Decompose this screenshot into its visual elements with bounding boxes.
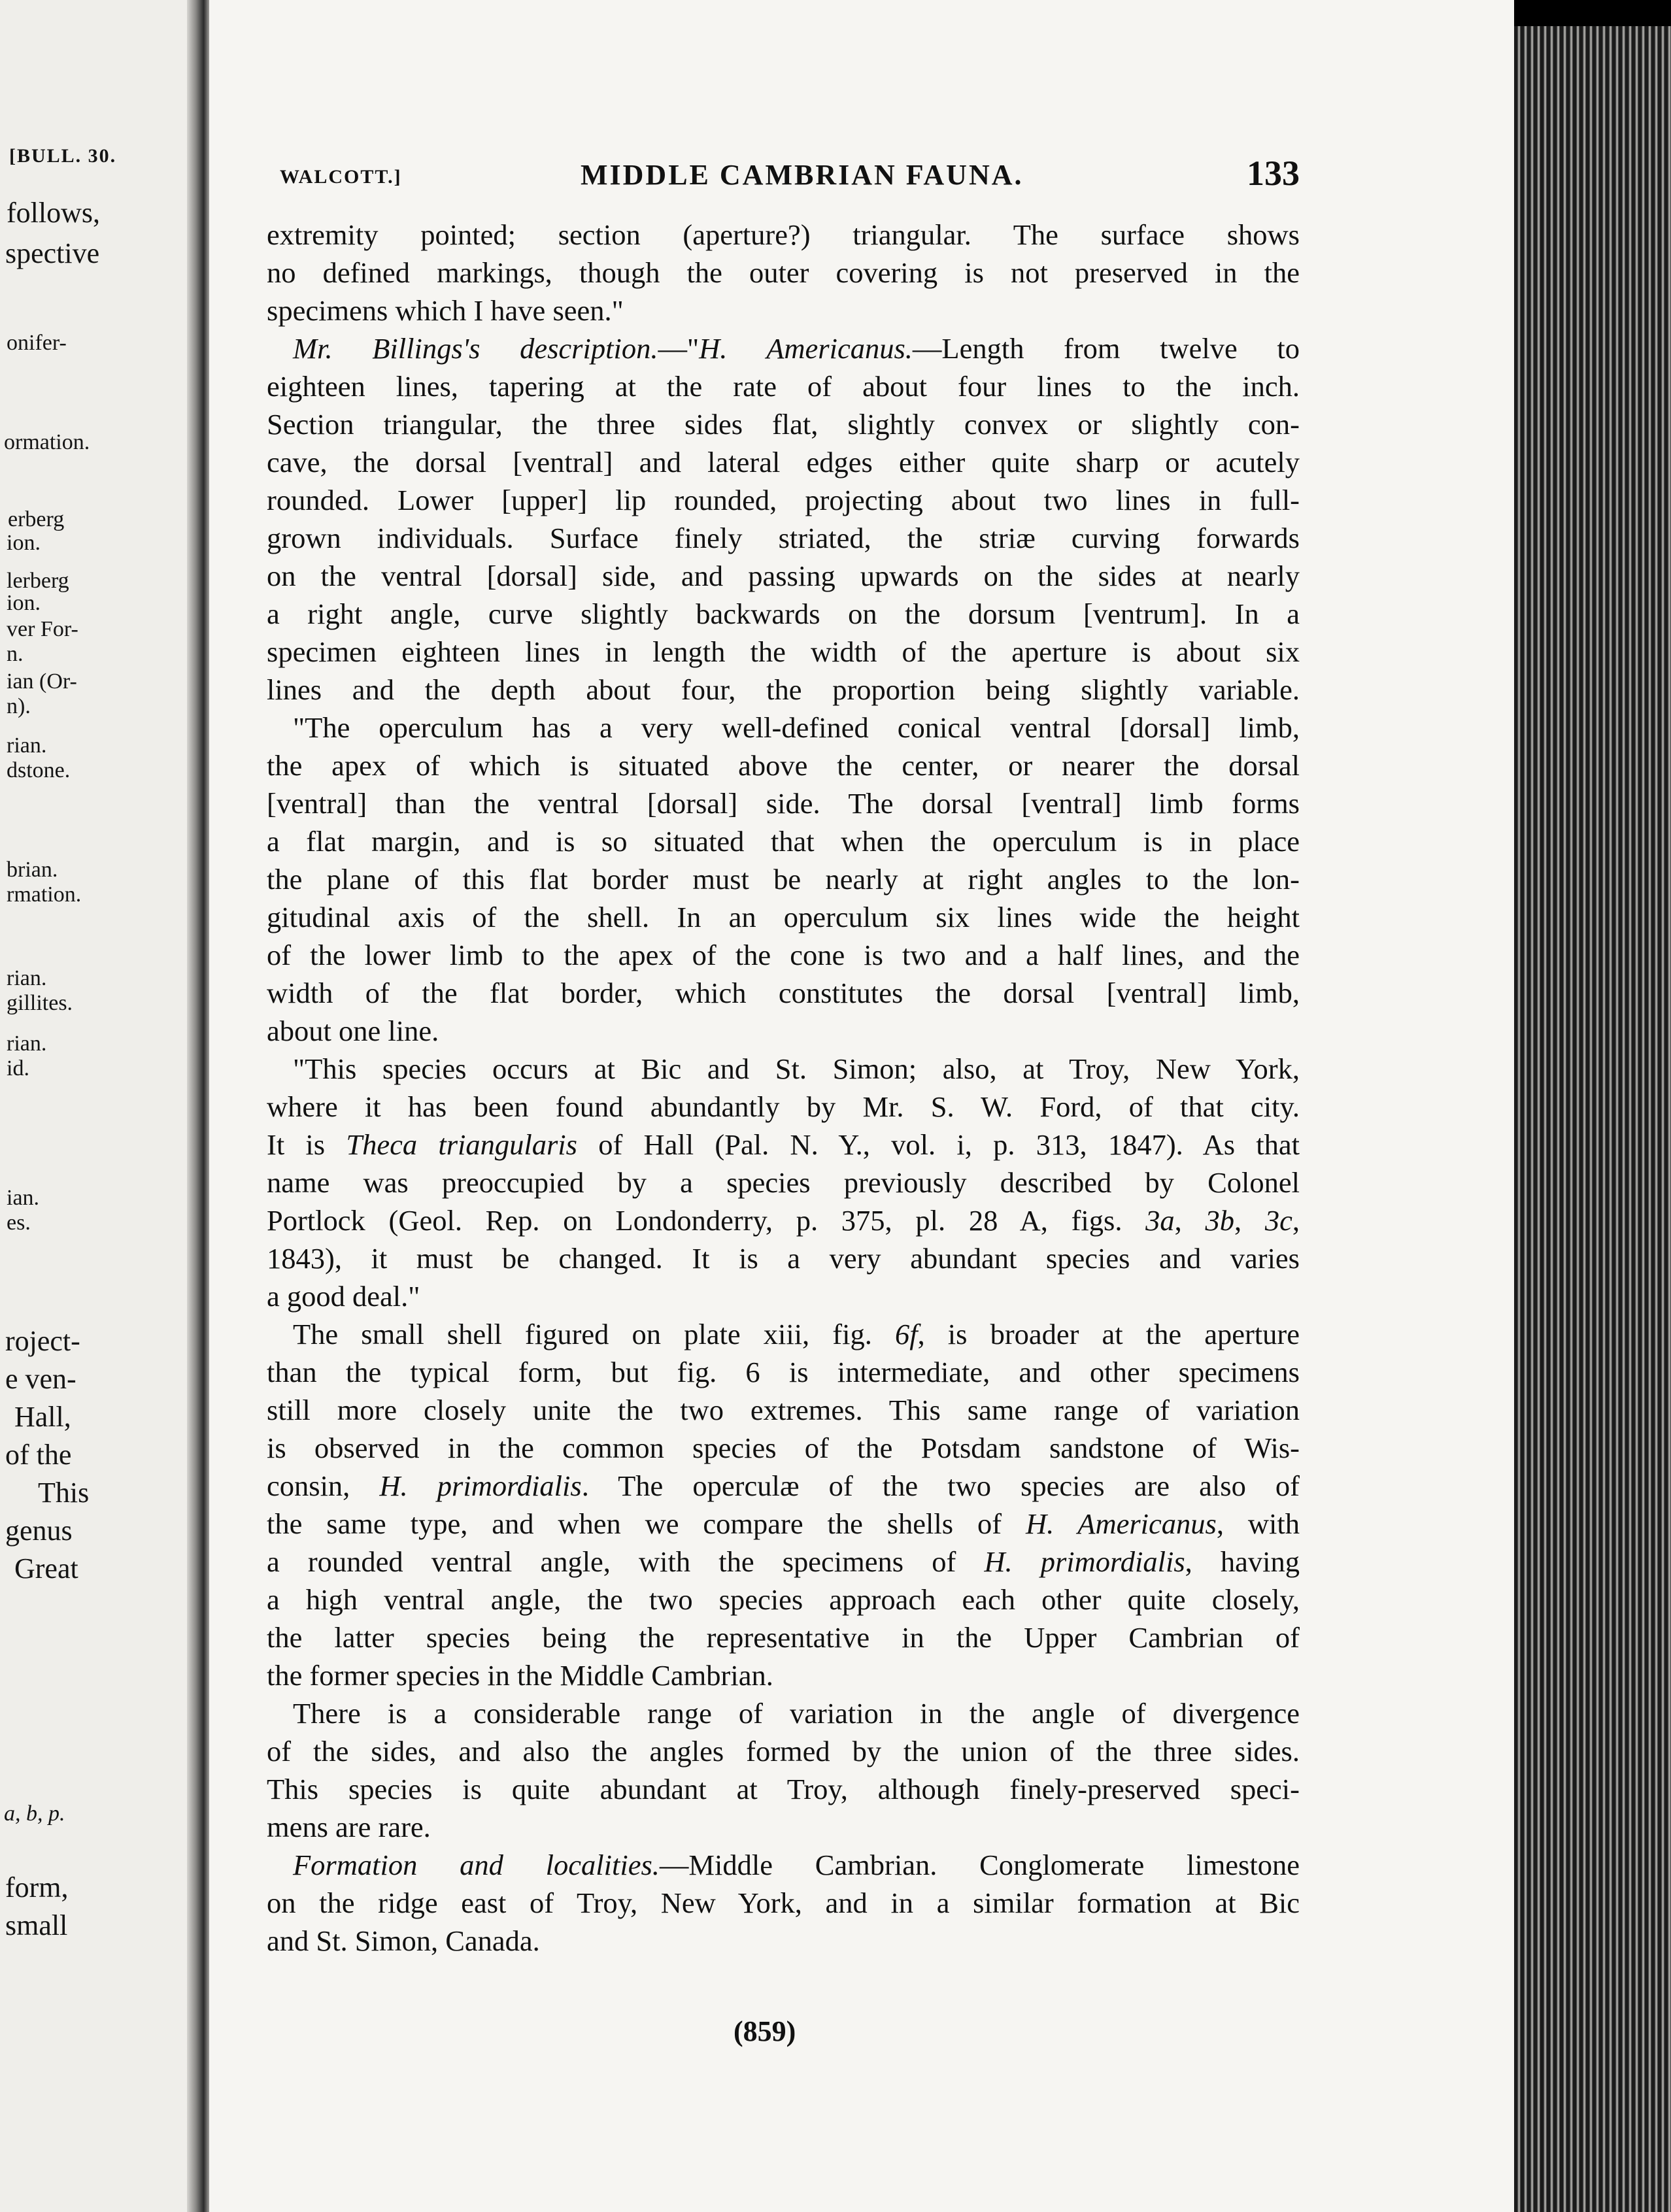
text-line: on the ridge east of Troy, New York, and in a similar formation at Bic [267,1886,1300,1919]
text-line: about one line. [267,1014,439,1047]
facing-line: small [5,1909,68,1941]
facing-line: rmation. [7,882,82,907]
paragraph-quote-end [267,216,1300,329]
facing-line: erberg [8,507,65,531]
text-line: is observed in the common species of the Potsdam sandstone of Wis- [267,1432,1300,1464]
text-line [267,1126,1300,1164]
species-name: H. primordialis [379,1469,582,1502]
text-line: grown individuals. Surface finely striated, the striæ curving forwards [267,522,1300,554]
text-line: the latter species being the representative in the Upper Cambrian of [267,1621,1300,1654]
text-run: of Hall (Pal. N. Y., vol. i, p. 313, 1847). As that [577,1128,1300,1161]
paragraph-variation [267,1315,1300,1694]
paragraph-divergence [267,1694,1300,1846]
text-line: eighteen lines, tapering at the rate of about four lines to the inch. [267,370,1300,403]
species-name: H. primordialis [984,1545,1185,1578]
paragraph-operculum [267,709,1300,1050]
text-line: [ventral] than the ventral [dorsal] side. The dorsal [ventral] limb forms [267,787,1300,820]
text-line: no defined markings, though the outer covering is not preserved in the [267,256,1300,289]
book-gutter [187,0,209,2212]
species-name: Theca triangularis [346,1128,577,1161]
facing-line: ormation. [4,430,90,454]
facing-line: Hall, [14,1401,71,1433]
facing-line: id. [7,1056,29,1081]
facing-line: form, [5,1871,69,1903]
text-line: a flat margin, and is so situated that when the operculum is in place [267,825,1300,858]
text-run: consin, [267,1469,380,1502]
paragraph-occurrence [267,1050,1300,1315]
text-line: 1843), it must be changed. It is a very abundant species and varies [267,1242,1300,1275]
text-line: There is a considerable range of variation in the angle of divergence [293,1697,1300,1730]
text-run: —Middle Cambrian. Conglomerate limestone [659,1849,1300,1881]
facing-line: ion. [7,591,41,615]
body-text [267,216,1300,1960]
text-line: a right angle, curve slightly backwards on the dorsum [ventrum]. In a [267,597,1300,630]
page-edges [1514,26,1671,2212]
facing-line: follows, [7,197,100,229]
figure-ref: 3a [1145,1204,1175,1237]
facing-line: ian (Or- [7,669,77,694]
text-run: , [1174,1204,1206,1237]
text-line: specimens which I have seen." [267,294,624,327]
text-run: It is [267,1128,346,1161]
text-line: gitudinal axis of the shell. In an operculum six lines wide the height [267,901,1300,933]
facing-line: genus [5,1515,73,1547]
text-run: , [1234,1204,1265,1237]
facing-line: This [38,1477,90,1509]
facing-line: onifer- [7,331,67,355]
text-line: width of the flat border, which constitutes the dorsal [ventral] limb, [267,977,1300,1009]
facing-line: ian. [7,1186,40,1210]
text-line: the former species in the Middle Cambrian. [267,1659,773,1692]
folio-number: (859) [734,2015,796,2047]
text-line [267,1201,1300,1239]
facing-line: n). [7,694,31,718]
facing-line: es. [7,1211,31,1235]
text-line: on the ventral [dorsal] side, and passing upwards on the sides at nearly [267,560,1300,592]
text-line: cave, the dorsal [ventral] and lateral edges either quite sharp or acutely [267,446,1300,478]
facing-line: of the [5,1439,72,1471]
text-line: still more closely unite the two extremes. This same range of variation [267,1394,1300,1426]
text-line: the apex of which is situated above the center, or nearer the dorsal [267,749,1300,782]
text-line [267,1543,1300,1581]
paragraph-billings-description [267,329,1300,709]
text-run: the same type, and when we compare the shells of [267,1507,1026,1540]
facing-line: ver For- [7,617,78,641]
text-line [267,329,1300,367]
facing-line: rian. [7,966,47,990]
text-line [267,1467,1300,1505]
page-edges-shadow [1514,0,1671,26]
text-run: a rounded ventral angle, with the specimens of [267,1545,985,1578]
facing-line: rian. [7,733,47,758]
text-line: specimen eighteen lines in length the width of the aperture is about six [267,635,1300,668]
facing-line: gillites. [7,991,73,1015]
facing-line: e ven- [5,1363,76,1395]
text-line: of the lower limb to the apex of the cone is two and a half lines, and the [267,939,1300,971]
running-head-title: MIDDLE CAMBRIAN FAUNA. [581,159,1024,191]
italic-lead: Mr. Billings's description. [293,332,658,365]
facing-line: lerberg [7,569,69,593]
facing-page-header: [BULL. 30. [9,145,117,167]
facing-line: n. [7,642,24,666]
text-line: This species is quite abundant at Troy, although finely-preserved speci- [267,1773,1300,1805]
text-run: , is broader at the aperture [917,1318,1300,1350]
text-line: a good deal." [267,1280,420,1313]
text-line: Section triangular, the three sides flat, slightly convex or slightly con- [267,408,1300,441]
text-line: "This species occurs at Bic and St. Simon; also, at Troy, New York, [293,1052,1300,1085]
text-line: name was preoccupied by a species previously described by Colonel [267,1166,1300,1199]
facing-line: ion. [7,531,41,555]
text-line [267,1315,1300,1353]
figure-ref: 3b [1205,1204,1235,1237]
running-head-author: WALCOTT.] [280,166,402,188]
facing-line: dstone. [7,758,71,782]
figure-ref: 3c [1264,1204,1292,1237]
text-line: where it has been found abundantly by Mr. S. W. Ford, of that city. [267,1090,1300,1123]
page-number: 133 [1247,154,1300,193]
paragraph-localities [267,1846,1300,1960]
text-run: , having [1185,1545,1300,1578]
text-line [267,1505,1300,1543]
text-line: of the sides, and also the angles formed by the union of the three sides. [267,1735,1300,1768]
text-line: and St. Simon, Canada. [267,1924,540,1957]
facing-line: brian. [7,858,58,882]
species-name: H. Americanus [1025,1507,1217,1540]
text-line [267,1846,1300,1884]
text-run: , [1292,1204,1300,1237]
text-line: extremity pointed; section (aperture?) triangular. The surface shows [267,218,1300,251]
species-name: H. Americanus. [699,332,913,365]
facing-line: a, b, p. [4,1801,65,1826]
text-line: a high ventral angle, the two species approach each other quite closely, [267,1583,1300,1616]
text-run: . The operculæ of the two species are also of [581,1469,1300,1502]
text-run: , with [1216,1507,1300,1540]
facing-line: spective [5,237,100,269]
facing-line: Great [14,1552,78,1584]
figure-ref: 6f [894,1318,918,1350]
text-line: lines and the depth about four, the proportion being slightly variable. [267,673,1300,706]
text-run: —Length from twelve to [912,332,1300,365]
text-line: "The operculum has a very well-defined conical ventral [dorsal] limb, [293,711,1300,744]
dash: —" [658,332,700,365]
running-head [280,156,1300,195]
text-line: mens are rare. [267,1811,431,1843]
text-line: the plane of this flat border must be nearly at right angles to the lon- [267,863,1300,896]
facing-line: roject- [5,1325,80,1357]
text-run: The small shell figured on plate xiii, fig. [293,1318,895,1350]
facing-line: rian. [7,1031,47,1056]
text-line: rounded. Lower [upper] lip rounded, projecting about two lines in full- [267,484,1300,516]
text-line: than the typical form, but fig. 6 is intermediate, and other specimens [267,1356,1300,1388]
italic-lead: Formation and localities. [293,1849,660,1881]
text-run: Portlock (Geol. Rep. on Londonderry, p. 375, pl. 28 A, figs. [267,1204,1146,1237]
